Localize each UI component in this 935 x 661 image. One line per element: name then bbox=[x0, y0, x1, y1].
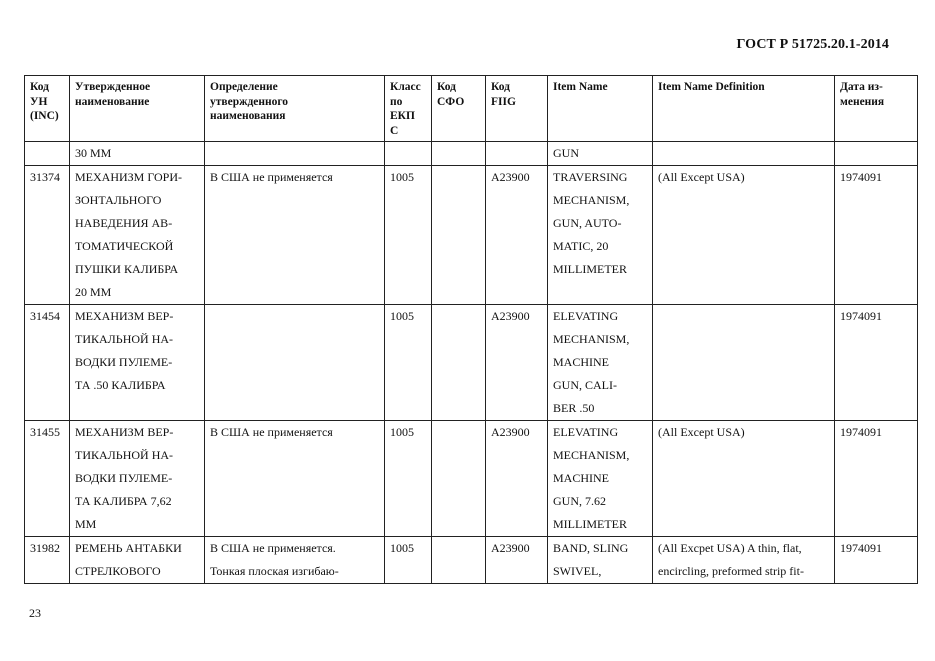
cell-line: 1005 bbox=[390, 425, 414, 439]
cell-line: РЕМЕНЬ АНТАБКИ bbox=[75, 541, 182, 555]
cell-item-name bbox=[548, 142, 653, 166]
cell-sfo-code bbox=[432, 166, 486, 305]
cell-ekps-class bbox=[385, 421, 432, 537]
cell-line: ELEVATING bbox=[553, 309, 619, 323]
cell-line: Тонкая плоская изгибаю- bbox=[210, 564, 339, 578]
cell-line: В США не применяется bbox=[210, 170, 333, 184]
header-line: С bbox=[390, 124, 399, 137]
header-line: Item Name Definition bbox=[658, 81, 765, 93]
table-row bbox=[25, 305, 918, 421]
cell-line: GUN, CALI- bbox=[553, 378, 617, 392]
header-inc bbox=[25, 76, 70, 142]
cell-ekps-class bbox=[385, 305, 432, 421]
cell-line: 1974091 bbox=[840, 309, 882, 323]
header-line: ЕКП bbox=[390, 110, 415, 122]
cell-line: МЕХАНИЗМ ВЕР- bbox=[75, 309, 174, 323]
header-line: наименование bbox=[75, 95, 150, 108]
header-item-name bbox=[548, 76, 653, 142]
cell-ekps-class bbox=[385, 142, 432, 166]
cell-fiig-code bbox=[486, 142, 548, 166]
cell-line: 31374 bbox=[30, 170, 60, 184]
cell-line: ТОМАТИЧЕСКОЙ bbox=[75, 239, 174, 253]
table-row bbox=[25, 142, 918, 166]
cell-inc bbox=[25, 421, 70, 537]
cell-line: СТРЕЛКОВОГО bbox=[75, 564, 161, 578]
cell-sfo-code bbox=[432, 142, 486, 166]
cell-item-name bbox=[548, 537, 653, 584]
cell-line: (All Excpet USA) A thin, flat, bbox=[658, 541, 802, 555]
header-change-date bbox=[835, 76, 918, 142]
cell-approved-name bbox=[70, 166, 205, 305]
cell-line: 31454 bbox=[30, 309, 60, 323]
cell-approved-name bbox=[70, 305, 205, 421]
cell-line: ПУШКИ КАЛИБРА bbox=[75, 262, 179, 276]
cell-line: A23900 bbox=[491, 309, 530, 323]
cell-line: A23900 bbox=[491, 170, 530, 184]
cell-line: (All Except USA) bbox=[658, 170, 745, 184]
header-fiig-code bbox=[486, 76, 548, 142]
header-line: Item Name bbox=[553, 81, 608, 93]
cell-item-name bbox=[548, 305, 653, 421]
cell-change-date bbox=[835, 166, 918, 305]
cell-line: В США не применяется bbox=[210, 425, 333, 439]
cell-line: 1974091 bbox=[840, 170, 882, 184]
cell-line: 1005 bbox=[390, 309, 414, 323]
cell-line: НАВЕДЕНИЯ АВ- bbox=[75, 216, 173, 230]
cell-inc bbox=[25, 142, 70, 166]
header-sfo-code bbox=[432, 76, 486, 142]
cell-ekps-class bbox=[385, 166, 432, 305]
cell-line: МЕХАНИЗМ ВЕР- bbox=[75, 425, 174, 439]
header-line: Утвержденное bbox=[75, 81, 151, 93]
cell-change-date bbox=[835, 142, 918, 166]
cell-sfo-code bbox=[432, 537, 486, 584]
cell-line: A23900 bbox=[491, 541, 530, 555]
cell-ekps-class bbox=[385, 537, 432, 584]
table-row bbox=[25, 537, 918, 584]
cell-inc bbox=[25, 305, 70, 421]
cell-line: MATIC, 20 bbox=[553, 239, 609, 253]
cell-line: MACHINE bbox=[553, 355, 609, 369]
header-line: Код bbox=[30, 81, 50, 93]
header-line: Код bbox=[437, 81, 457, 93]
cell-inc bbox=[25, 166, 70, 305]
cell-line: MECHANISM, bbox=[553, 332, 630, 346]
cell-line: МЕХАНИЗМ ГОРИ- bbox=[75, 170, 182, 184]
header-line: Определение bbox=[210, 81, 278, 93]
cell-line: GUN bbox=[553, 146, 579, 160]
cell-line: 1974091 bbox=[840, 541, 882, 555]
cell-line: SWIVEL, bbox=[553, 564, 602, 578]
cell-definition bbox=[205, 537, 385, 584]
cell-change-date bbox=[835, 421, 918, 537]
item-name-table bbox=[24, 75, 918, 584]
cell-line: 31982 bbox=[30, 541, 60, 555]
cell-item-name bbox=[548, 166, 653, 305]
cell-line: 1974091 bbox=[840, 425, 882, 439]
cell-line: MILLIMETER bbox=[553, 517, 627, 531]
header-item-name-definition bbox=[653, 76, 835, 142]
cell-change-date bbox=[835, 537, 918, 584]
cell-fiig-code bbox=[486, 537, 548, 584]
header-line: (INC) bbox=[30, 110, 59, 122]
cell-line: MILLIMETER bbox=[553, 262, 627, 276]
header-line: Дата из- bbox=[840, 81, 883, 93]
cell-line: encircling, preformed strip fit- bbox=[658, 564, 804, 578]
cell-line: 1005 bbox=[390, 170, 414, 184]
cell-definition bbox=[205, 166, 385, 305]
cell-item-name-definition bbox=[653, 537, 835, 584]
cell-definition bbox=[205, 142, 385, 166]
cell-line: ТИКАЛЬНОЙ НА- bbox=[75, 332, 174, 346]
cell-item-name-definition bbox=[653, 166, 835, 305]
header-line: наименования bbox=[210, 110, 286, 122]
header-line: менения bbox=[840, 95, 885, 108]
table-header-row bbox=[25, 76, 918, 142]
cell-line: TRAVERSING bbox=[553, 170, 628, 184]
cell-item-name bbox=[548, 421, 653, 537]
cell-line: ELEVATING bbox=[553, 425, 619, 439]
header-approved-name bbox=[70, 76, 205, 142]
cell-fiig-code bbox=[486, 421, 548, 537]
cell-sfo-code bbox=[432, 305, 486, 421]
cell-item-name-definition bbox=[653, 142, 835, 166]
cell-line: ТИКАЛЬНОЙ НА- bbox=[75, 448, 174, 462]
cell-line: 30 ММ bbox=[75, 146, 112, 160]
cell-approved-name bbox=[70, 142, 205, 166]
cell-line: 1005 bbox=[390, 541, 414, 555]
table-row bbox=[25, 166, 918, 305]
cell-line: В США не применяется. bbox=[210, 541, 336, 555]
page-number: 23 bbox=[29, 606, 41, 620]
cell-line: 20 ММ bbox=[75, 285, 112, 299]
cell-definition bbox=[205, 305, 385, 421]
cell-line: MECHANISM, bbox=[553, 193, 630, 207]
cell-line: ММ bbox=[75, 517, 97, 531]
table-row bbox=[25, 421, 918, 537]
header-line: по bbox=[390, 95, 403, 108]
header-line: Код bbox=[491, 81, 511, 93]
cell-item-name-definition bbox=[653, 305, 835, 421]
cell-line: (All Except USA) bbox=[658, 425, 745, 439]
cell-inc bbox=[25, 537, 70, 584]
header-line: утвержденного bbox=[210, 95, 289, 108]
header-line: СФО bbox=[437, 95, 465, 108]
cell-line: BAND, SLING bbox=[553, 541, 629, 555]
cell-line: ВОДКИ ПУЛЕМЕ- bbox=[75, 355, 173, 369]
header-line: УН bbox=[30, 95, 48, 108]
cell-definition bbox=[205, 421, 385, 537]
cell-line: ВОДКИ ПУЛЕМЕ- bbox=[75, 471, 173, 485]
cell-line: ЗОНТАЛЬНОГО bbox=[75, 193, 162, 207]
cell-approved-name bbox=[70, 421, 205, 537]
cell-line: MACHINE bbox=[553, 471, 609, 485]
cell-line: ТА .50 КАЛИБРА bbox=[75, 378, 166, 392]
cell-fiig-code bbox=[486, 166, 548, 305]
cell-item-name-definition bbox=[653, 421, 835, 537]
cell-approved-name bbox=[70, 537, 205, 584]
cell-line: MECHANISM, bbox=[553, 448, 630, 462]
cell-change-date bbox=[835, 305, 918, 421]
cell-line: 31455 bbox=[30, 425, 60, 439]
cell-line: ТА КАЛИБРА 7,62 bbox=[75, 494, 172, 508]
cell-fiig-code bbox=[486, 305, 548, 421]
cell-line: GUN, 7.62 bbox=[553, 494, 606, 508]
cell-line: GUN, AUTO- bbox=[553, 216, 622, 230]
header-ekps-class bbox=[385, 76, 432, 142]
cell-sfo-code bbox=[432, 421, 486, 537]
header-line: Класс bbox=[390, 81, 421, 93]
table-body bbox=[25, 142, 918, 584]
header-definition bbox=[205, 76, 385, 142]
cell-line: A23900 bbox=[491, 425, 530, 439]
document-code: ГОСТ Р 51725.20.1-2014 bbox=[736, 37, 889, 52]
cell-line: BER .50 bbox=[553, 401, 595, 415]
header-line: FIIG bbox=[491, 95, 516, 108]
